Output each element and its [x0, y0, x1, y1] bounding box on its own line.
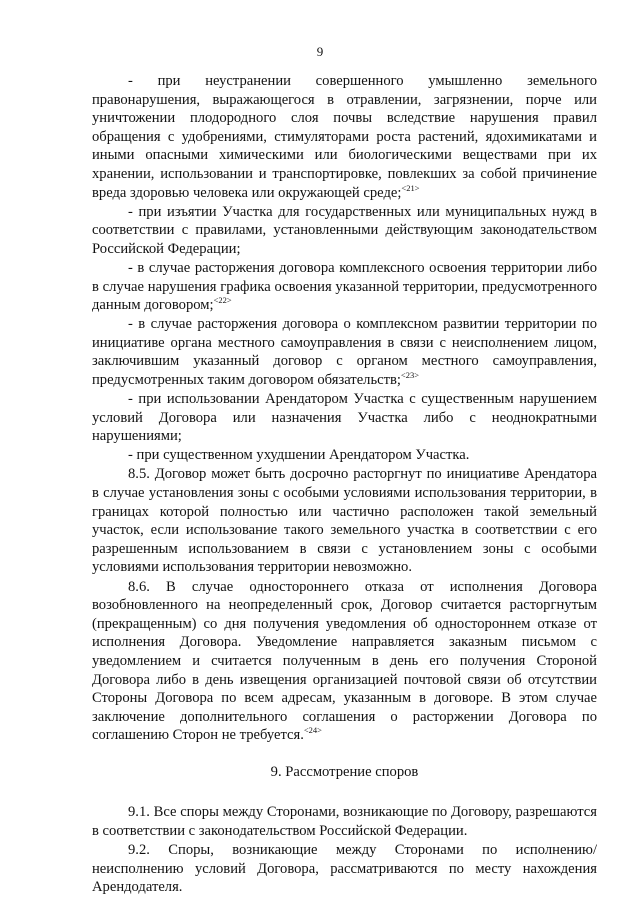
paragraph	[92, 803, 597, 840]
paragraph	[92, 446, 597, 465]
footnote-ref: <21>	[401, 182, 420, 193]
footnote-ref: <22>	[213, 295, 232, 306]
paragraph	[92, 390, 597, 446]
paragraph	[92, 578, 597, 745]
paragraph-text: - при существенном ухудшении Арендатором Участка.	[128, 447, 470, 464]
footnote-ref: <24>	[303, 725, 322, 736]
footnote-ref: <23>	[400, 370, 419, 380]
paragraph	[92, 72, 597, 202]
paragraph-text: 8.5. Договор может быть досрочно расторгнут по инициативе Арендатора в случае установления зоны с особыми условиями использования территории, в границах которой полностью или частично расположен такой земельный участок, если использование такого земельного участка в соответствии с его разрешенным использованием в связи с установлением зоны с особыми условиями использования территории невозможно.	[92, 466, 597, 576]
section-heading: 9. Рассмотрение споров	[270, 763, 419, 780]
paragraph	[92, 259, 597, 315]
paragraph-text: - при изъятии Участка для государственных или муниципальных нужд в соответствии с правилами, установленными действующим законодательством Российской Федерации;	[92, 203, 597, 257]
paragraph-text: 9.1. Все споры между Сторонами, возникающие по Договору, разрешаются в соответствии с законодательством Российской Федерации.	[92, 804, 597, 840]
paragraph	[92, 315, 597, 389]
section-8-continuation	[92, 72, 597, 745]
paragraph-text: 9.2. Споры, возникающие между Сторонами по исполнению/неисполнению условий Договора, рассматриваются по месту нахождения Арендодателя.	[92, 842, 597, 896]
paragraph	[92, 465, 597, 577]
document-body	[92, 72, 597, 897]
paragraph	[92, 841, 597, 897]
section-9-body	[92, 803, 597, 896]
page-number: 9	[316, 44, 324, 59]
paragraph-text: - при использовании Арендатором Участка с существенным нарушением условий Договора или назначения Участка либо с неоднократными нарушениями;	[92, 391, 597, 445]
paragraph-text: - при неустранении совершенного умышленно земельного правонарушения, выражающегося в отравлении, загрязнении, порче или уничтожении плодородного слоя почвы вследствие нарушения правил обращения с удобрениями, стимуляторами роста растений, ядохимикатами и иными опасными химическими или биологическими веществами при их хранении, использовании и транспортировке, повлекших за собой причинение вреда здоровью человека или окружающей среде;	[92, 73, 597, 201]
paragraph-text: 8.6. В случае одностороннего отказа от исполнения Договора возобновленного на неопределенный срок, Договор считается расторгнутым (прекращенным) со дня получения уведомления об одностороннем отказе от исполнения Договора. Уведомление направляется заказным письмом с уведомлением и считается полученным в день его получения Стороной Договора либо в день извещения организацией почтовой связи об отсутствии Стороны Договора по всем адресам, указанным в договоре. В этом случае заключение дополнительного соглашения о расторжении Договора по соглашению Сторон не требуется.	[92, 578, 597, 744]
paragraph	[92, 203, 597, 259]
paragraph-text: - в случае расторжения договора о комплексном развитии территории по инициативе органа местного самоуправления в связи с неисполнением лицом, заключившим указанный договор с органом местного самоуправления, предусмотренных таким договором обязательств;	[92, 316, 597, 388]
paragraph-text: - в случае расторжения договора комплексного освоения территории либо в случае нарушения графика освоения указанной территории, предусмотренного данным договором;	[92, 259, 597, 314]
